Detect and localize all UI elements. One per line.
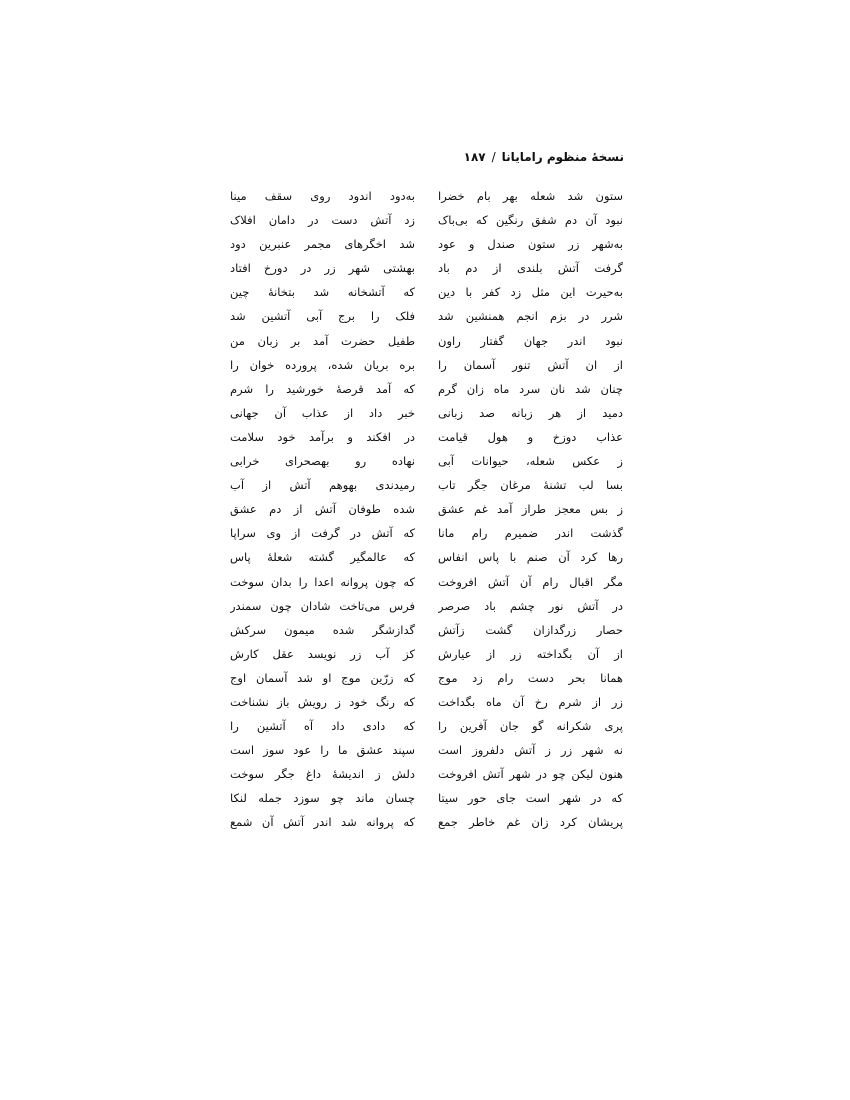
- verse-line: در آتش نور چشم باد صرصر: [438, 598, 623, 613]
- verse-line: به‌دود اندود روی سقف مینا: [230, 189, 415, 203]
- verse-line: گذشت اندر ضمیرم رام مانا: [438, 526, 623, 541]
- verse-line: گدازشگر شده میمون سرکش: [230, 622, 415, 637]
- verse-line: که دادی داد آه آتشین را: [230, 719, 415, 734]
- verse-line: دمید از هر زبانه صد زبانی: [438, 405, 623, 420]
- verse-line: ز عکس شعله، حیوانات آبی: [438, 454, 623, 469]
- verse-line: دلش ز اندیشهٔ داغ جگر سوخت: [230, 767, 415, 782]
- verse-line: رها کرد آن صنم با پاس انفاس: [438, 550, 623, 565]
- verse-line: که آتش در گرفت از وی سراپا: [230, 526, 415, 541]
- verse-line: که آتشخانه شد بتخانهٔ چین: [230, 285, 415, 300]
- verse-line: به‌حیرت این مثل زد کفر با دین: [438, 285, 623, 300]
- verse-line: ز بس معجز طراز آمد غم عشق: [438, 502, 623, 517]
- verse-line: پریشان کرد زان غم خاطر جمع: [438, 815, 623, 830]
- verse-line: که رنگ خود ز رویش باز نشناخت: [230, 694, 415, 709]
- verse-line: نبود اندر جهان گفتار راون: [438, 333, 623, 348]
- verse-line: بهشتی شهر زر در دورخ افتاد: [230, 261, 415, 276]
- verse-line: سپند عشق ما را عود سوز است: [230, 743, 415, 758]
- verse-line: چنان شد نان سرد ماه زان گرم: [438, 381, 623, 396]
- poem-column-left: [230, 184, 415, 835]
- verse-line: رمیدندی بهوهم آتش از آب: [230, 478, 415, 493]
- verse-line: گرفت آتش بلندی از دم باد: [438, 261, 623, 276]
- verse-line: کز آب زر نویسد عقل کارش: [230, 646, 415, 661]
- verse-line: زد آتش دست در دامان افلاک: [230, 213, 415, 228]
- verse-line: فلک را برج آبی آتشین شد: [230, 309, 415, 324]
- verse-line: هنون لیکن چو در شهر آتش افروخت: [438, 767, 623, 782]
- verse-line: مگر اقبال رام آن آتش افروخت: [438, 574, 623, 589]
- verse-line: که در شهر است جای حور سیتا: [438, 791, 623, 806]
- verse-line: نهاده رو بهصحرای خرابی: [230, 454, 415, 469]
- verse-line: عذاب دوزخ و هول قیامت: [438, 429, 623, 444]
- verse-line: بره بریان شده، پرورده خوان را: [230, 357, 415, 372]
- poem-column-right: [438, 184, 623, 835]
- verse-line: شرر در بزم انجم همنشین شد: [438, 309, 623, 324]
- verse-line: که عالمگیر گشته شعلهٔ پاس: [230, 550, 415, 565]
- verse-line: شده طوفان آتش از دم عشق: [230, 502, 415, 517]
- verse-line: که زرّین موج او شد آسمان اوج: [230, 670, 415, 685]
- verse-line: به‌شهر زر ستون صندل و عود: [438, 237, 623, 252]
- book-title: نسخهٔ منظوم رامایانا: [501, 150, 624, 164]
- verse-line: از آن بگداخته زر از عیارش: [438, 646, 623, 661]
- verse-line: خبر داد از عذاب آن جهانی: [230, 405, 415, 420]
- verse-line: ستون شد شعله بهر بام خضرا: [438, 189, 623, 203]
- running-header: [228, 150, 624, 172]
- verse-line: زر از شرم رخ آن ماه بگداخت: [438, 694, 623, 709]
- verse-line: نه شهر زر ز آتش دلفروز است: [438, 743, 623, 758]
- verse-line: که پروانه شد اندر آتش آن شمع: [230, 815, 415, 830]
- header-separator: /: [491, 150, 496, 164]
- verse-line: شد اخگرهای مجمر عنبرین دود: [230, 237, 415, 252]
- verse-line: نبود آن دم شفق رنگین که بی‌باک: [438, 213, 623, 228]
- verse-line: که آمد قرصهٔ خورشید را شرم: [230, 381, 415, 396]
- verse-line: همانا بحر دست رام زد موج: [438, 670, 623, 685]
- verse-line: فرس می‌تاخت شادان چون سمندر: [230, 598, 415, 613]
- page-number: ۱۸۷: [463, 150, 486, 164]
- verse-line: پری شکرانه گو جان آفرین را: [438, 719, 623, 734]
- verse-line: در افکند و برآمد خود سلامت: [230, 429, 415, 444]
- verse-line: که چون پروانه اعدا را بدان سوخت: [230, 574, 415, 589]
- verse-line: چسان ماند چو سوزد جمله لنکا: [230, 791, 415, 806]
- verse-line: از ان آتش تنور آسمان را: [438, 357, 623, 372]
- verse-line: طفیل حضرت آمد بر زبان من: [230, 333, 415, 348]
- verse-line: بسا لب تشنهٔ مرغان جگر تاب: [438, 478, 623, 493]
- verse-line: حصار زرگدازان گشت زآتش: [438, 622, 623, 637]
